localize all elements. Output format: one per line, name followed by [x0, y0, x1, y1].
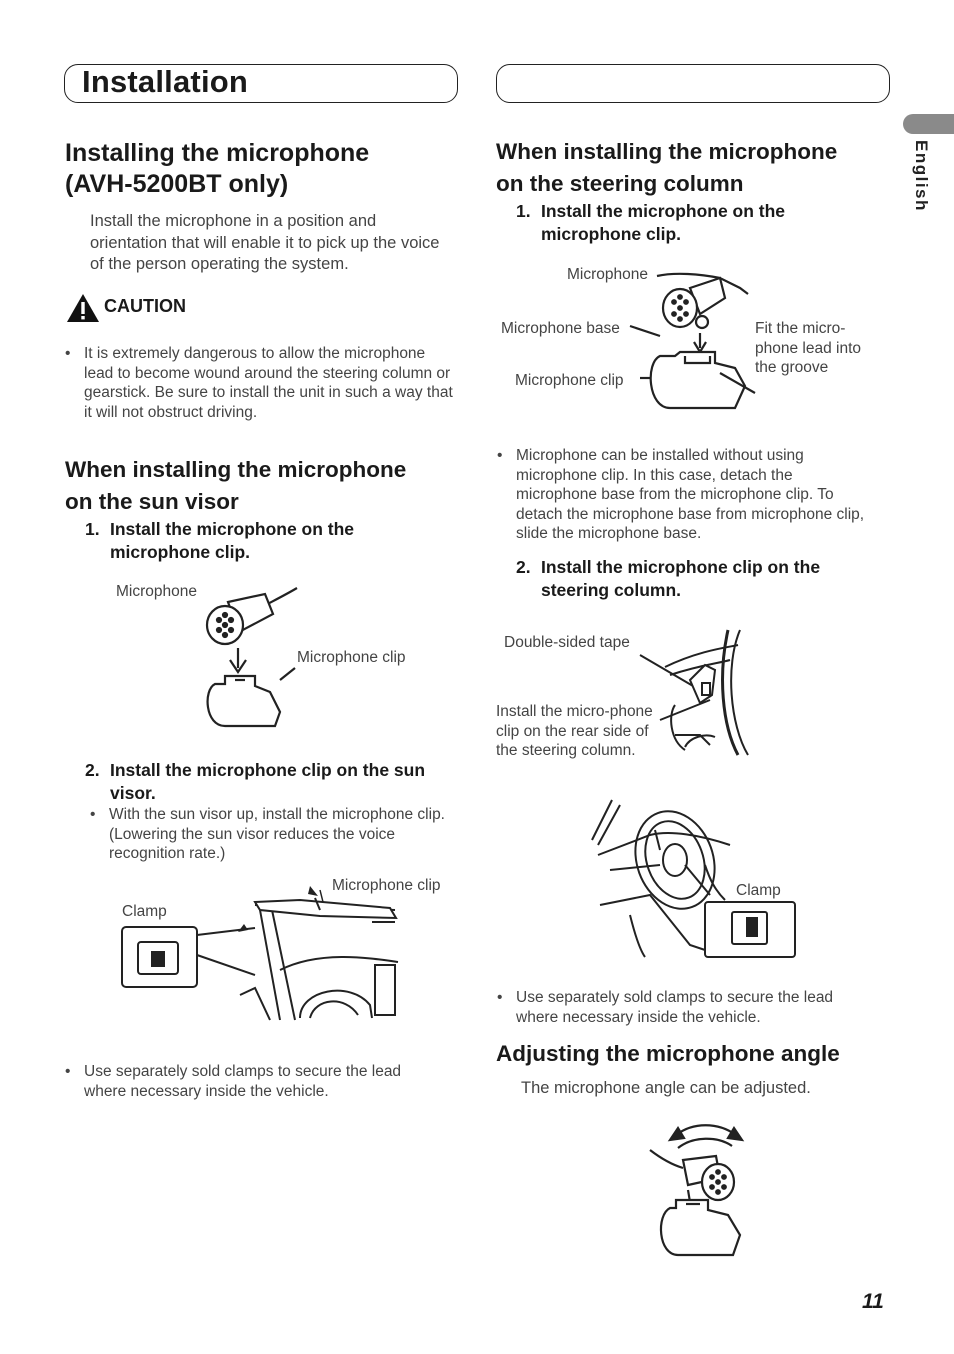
figure-label-steering-microphone: Microphone — [567, 266, 648, 283]
figure-label-microphone-clip: Microphone clip — [297, 649, 406, 666]
right-clamps-bullet: • Use separately sold clamps to secure the lead where necessary inside the vehicle. — [497, 989, 834, 1026]
left-clamps-bullet: • Use separately sold clamps to secure the lead where necessary inside the vehicle. — [65, 1063, 402, 1100]
page-number: 11 — [862, 1290, 884, 1313]
caution-bullet: • It is extremely dangerous to allow the microphone lead to become wound around the steering column or gearstick. Be sure to install the unit in such a way that it will not obstruct driving. — [65, 345, 453, 421]
section-title-installing-microphone: Installing the microphone (AVH-5200BT only) — [65, 139, 370, 198]
caution-label: CAUTION — [104, 296, 186, 316]
section-title-adjusting-angle: Adjusting the microphone angle — [496, 1041, 840, 1066]
steering-step-1: 1. Install the microphone on the microphone clip. — [516, 201, 786, 244]
side-tab-marker — [903, 114, 954, 134]
sun-visor-step-2-bullet: • With the sun visor up, install the microphone clip. (Lowering the sun visor reduces the voice recognition rate.) — [90, 806, 445, 862]
figure-label-steering-clamp: Clamp — [736, 882, 781, 899]
figure-label-steering-clip: Microphone clip — [515, 372, 624, 389]
steering-step-2: 2. Install the microphone clip on the steering column. — [516, 557, 821, 600]
figure-label-visor-clip: Microphone clip — [332, 877, 441, 894]
side-tab-language: English — [912, 140, 931, 212]
microphone-base-bullet: • Microphone can be installed without using microphone clip. In this case, detach the microphone base from the microphone clip. To detach the microphone base from microphone clip, slide the microphone base. — [497, 447, 865, 542]
microphone-base-illustration — [630, 268, 755, 413]
figure-label-clamp: Clamp — [122, 903, 167, 920]
page-title: Installation — [82, 64, 249, 99]
figure-label-microphone-base: Microphone base — [501, 320, 620, 337]
microphone-clip-illustration — [195, 580, 305, 735]
figure-label-rear-side: Install the micro-phone clip on the rear side of the steering column. — [496, 703, 653, 759]
sun-visor-step-1: 1. Install the microphone on the microphone clip. — [85, 519, 355, 562]
figure-label-groove: Fit the micro-phone lead into the groove — [755, 320, 862, 376]
title-frame-right — [496, 64, 890, 103]
steering-column-illustration — [630, 625, 775, 760]
intro-text: Install the microphone in a position and orientation that will enable it to pick up the voice of the person operating the system. — [90, 212, 440, 273]
section-title-steering-column: When installing the microphone on the steering column — [496, 139, 838, 196]
figure-label-tape: Double-sided tape — [504, 634, 630, 651]
section-title-sun-visor: When installing the microphone on the sun visor — [65, 457, 407, 514]
steering-clamp-illustration — [590, 795, 800, 960]
warning-icon — [66, 293, 100, 323]
figure-label-microphone: Microphone — [116, 583, 197, 600]
sun-visor-illustration — [120, 880, 400, 1025]
adjusting-angle-text: The microphone angle can be adjusted. — [521, 1079, 811, 1097]
microphone-angle-illustration — [648, 1120, 748, 1260]
sun-visor-step-2: 2. Install the microphone clip on the sun visor. — [85, 760, 426, 803]
